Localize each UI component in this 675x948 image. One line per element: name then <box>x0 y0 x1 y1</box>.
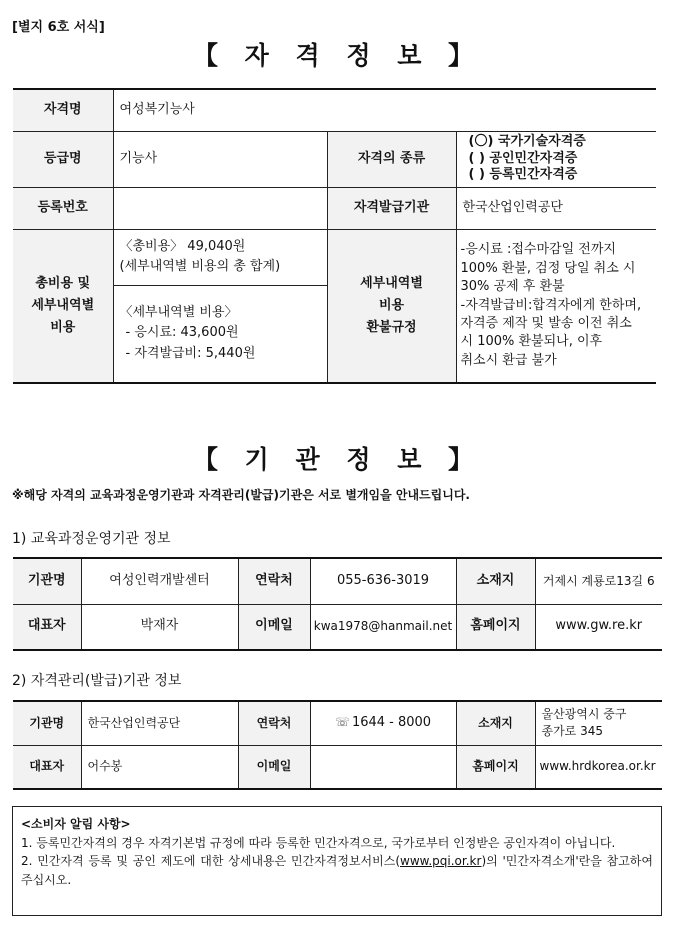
consumer-notice-heading: <소비자 알림 사항> <box>21 817 131 831</box>
refund-label-line1: 세부내역별 <box>360 275 423 291</box>
grade-label: 등급명 <box>13 131 113 187</box>
issuer-institution-heading: 2) 자격관리(발급)기관 정보 <box>12 673 182 689</box>
issuer-contact-cell <box>310 701 456 745</box>
refund-line: 취소시 환급 불가 <box>460 352 557 368</box>
edu-email-value: kwa1978@hanmail.net <box>310 604 456 650</box>
type-option-certified-private: ( ) 공인민간자격증 <box>468 150 578 166</box>
qualification-name-label: 자격명 <box>13 89 113 131</box>
cost-label-line2: 세부내역별 <box>31 297 95 313</box>
refund-label-line2: 비용 <box>378 297 405 313</box>
refund-label <box>327 229 456 383</box>
cost-label-line1: 총비용 및 <box>35 275 91 291</box>
refund-line: -응시료 :접수마감일 전까지 <box>460 242 616 258</box>
issuer-rep-value: 어수봉 <box>81 745 238 789</box>
edu-email-label: 이메일 <box>238 604 310 650</box>
edu-contact-label: 연락처 <box>238 558 310 604</box>
registration-number-label: 등록번호 <box>13 187 113 229</box>
edu-institution-table <box>13 557 662 651</box>
form-number: [별지 6호 서식] <box>12 20 105 35</box>
issuer-location-value <box>535 701 662 745</box>
issuer-email-value <box>310 745 456 789</box>
issuer-contact-label: 연락처 <box>238 701 310 745</box>
consumer-notice-item-1: 1. 등록민간자격의 경우 자격기본법 규정에 따라 등록한 민간자격으로, 국가로부터 인정받은 공인자격이 아닙니다. <box>21 835 616 850</box>
edu-location-label: 소재지 <box>456 558 535 604</box>
issuer-homepage-value: www.hrdkorea.or.kr <box>535 745 662 789</box>
cost-label-line3: 비용 <box>50 319 76 335</box>
total-cost-note: (세부내역별 비용의 총 합계) <box>119 259 281 274</box>
type-option-registered-private: ( ) 등록민간자격증 <box>468 167 578 183</box>
consumer-notice-item-2 <box>21 852 653 889</box>
detail-cost-cell <box>113 285 327 383</box>
issuer-rep-label: 대표자 <box>13 745 81 789</box>
qualification-info-title: 【 자 격 정 보 】 <box>192 41 483 70</box>
edu-contact-value: 055-636-3019 <box>310 558 456 604</box>
refund-policy <box>456 229 656 383</box>
grade-value: 기능사 <box>113 131 327 187</box>
edu-rep-label: 대표자 <box>13 604 81 650</box>
edu-name-value: 여성인력개발센터 <box>81 558 238 604</box>
total-cost-cell <box>113 229 327 285</box>
consumer-notice-item-2-pre: 2. 민간자격 등록 및 공인 제도에 대한 상세내용은 민간자격정보서비스( <box>21 854 401 869</box>
edu-institution-heading: 1) 교육과정운영기관 정보 <box>12 531 171 547</box>
refund-line: -자격발급비:합격자에게 한하며, <box>460 297 642 313</box>
issuer-location-line1: 울산광역시 중구 <box>541 707 627 722</box>
edu-homepage-value: www.gw.re.kr <box>535 604 662 650</box>
detail-cost-heading: 〈세부내역별 비용〉 <box>119 304 238 320</box>
edu-rep-value: 박재자 <box>81 604 238 650</box>
total-cost: 〈총비용〉 49,040원 <box>119 238 246 254</box>
issuer-homepage-label: 홈페이지 <box>456 745 535 789</box>
qualification-table <box>13 88 656 384</box>
refund-line: 100% 환불, 검정 당일 취소 시 <box>460 260 636 276</box>
issuing-agency-value: 한국산업인력공단 <box>456 187 656 229</box>
issuer-location-line2: 종가로 345 <box>541 724 603 739</box>
institution-info-title: 【 기 관 정 보 】 <box>192 445 483 474</box>
consumer-notice-item-2-post: )의 '민간자격소개'란을 참고하여 주십시오. <box>21 854 653 887</box>
type-option-national: (〇) 국가기술자격증 <box>468 133 586 149</box>
edu-location-value: 거제시 계룡로13길 6 <box>535 558 662 604</box>
consumer-notice-box <box>12 806 662 916</box>
refund-line: 30% 공제 후 환불 <box>460 279 565 295</box>
refund-label-line3: 환불규정 <box>366 319 417 335</box>
edu-name-label: 기관명 <box>13 558 81 604</box>
issuer-name-value: 한국산업인력공단 <box>81 701 238 745</box>
issuance-fee: - 자격발급비: 5,440원 <box>125 346 256 362</box>
issuer-name-label: 기관명 <box>13 701 81 745</box>
exam-fee: - 응시료: 43,600원 <box>125 325 239 341</box>
pqi-link[interactable]: www.pqi.or.kr <box>400 854 482 869</box>
issuer-email-label: 이메일 <box>238 745 310 789</box>
cost-label <box>13 229 113 383</box>
refund-line: 자격증 제작 및 발송 이전 취소 <box>460 315 632 331</box>
qualification-type-label: 자격의 종류 <box>327 131 456 187</box>
qualification-name-value: 여성복기능사 <box>113 89 656 131</box>
qualification-type-options <box>456 131 656 187</box>
issuer-contact-value: 1644 - 8000 <box>351 714 432 730</box>
edu-homepage-label: 홈페이지 <box>456 604 535 650</box>
refund-line: 시 100% 환불되나, 이후 <box>460 334 603 350</box>
registration-number-value <box>113 187 327 229</box>
phone-icon: ☏ <box>334 714 350 729</box>
issuer-location-label: 소재지 <box>456 701 535 745</box>
separate-institutions-notice: ※해당 자격의 교육과정운영기관과 자격관리(발급)기관은 서로 별개임을 안내드립니다. <box>12 488 470 502</box>
issuer-institution-table <box>13 700 662 790</box>
issuing-agency-label: 자격발급기관 <box>327 187 456 229</box>
